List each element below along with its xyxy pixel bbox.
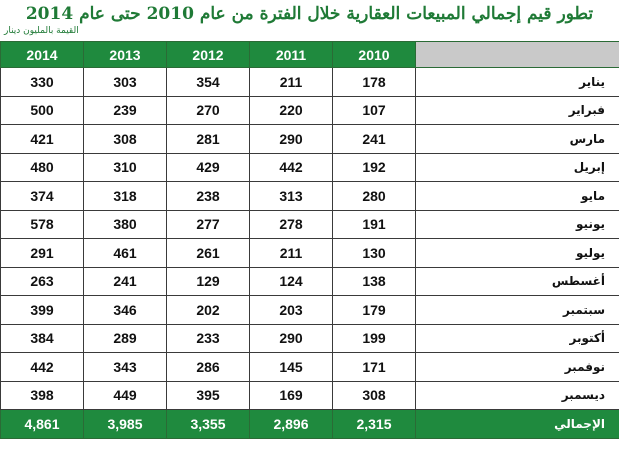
table-row bbox=[1, 381, 619, 410]
total-label: الإجمالي bbox=[416, 410, 619, 439]
month-label: سبتمبر bbox=[416, 296, 619, 325]
year-header: 2014 bbox=[1, 42, 84, 68]
value-cell: 171 bbox=[333, 353, 416, 382]
total-cell: 3,355 bbox=[167, 410, 250, 439]
value-cell: 500 bbox=[1, 96, 84, 125]
value-cell: 421 bbox=[1, 125, 84, 154]
value-cell: 203 bbox=[250, 296, 333, 325]
total-cell: 2,315 bbox=[333, 410, 416, 439]
value-cell: 211 bbox=[250, 239, 333, 268]
value-cell: 220 bbox=[250, 96, 333, 125]
value-cell: 313 bbox=[250, 182, 333, 211]
value-cell: 308 bbox=[84, 125, 167, 154]
value-cell: 179 bbox=[333, 296, 416, 325]
value-cell: 286 bbox=[167, 353, 250, 382]
value-cell: 238 bbox=[167, 182, 250, 211]
value-cell: 233 bbox=[167, 324, 250, 353]
table-row bbox=[1, 96, 619, 125]
value-cell: 395 bbox=[167, 381, 250, 410]
value-cell: 480 bbox=[1, 153, 84, 182]
value-cell: 178 bbox=[333, 68, 416, 97]
value-cell: 138 bbox=[333, 267, 416, 296]
value-cell: 442 bbox=[250, 153, 333, 182]
total-cell: 2,896 bbox=[250, 410, 333, 439]
value-cell: 346 bbox=[84, 296, 167, 325]
table-row bbox=[1, 324, 619, 353]
value-cell: 239 bbox=[84, 96, 167, 125]
value-cell: 241 bbox=[333, 125, 416, 154]
value-cell: 261 bbox=[167, 239, 250, 268]
value-cell: 343 bbox=[84, 353, 167, 382]
value-cell: 129 bbox=[167, 267, 250, 296]
value-cell: 449 bbox=[84, 381, 167, 410]
value-cell: 303 bbox=[84, 68, 167, 97]
month-label: أكتوبر bbox=[416, 324, 619, 353]
value-cell: 290 bbox=[250, 324, 333, 353]
month-label: فبراير bbox=[416, 96, 619, 125]
month-label: نوفمبر bbox=[416, 353, 619, 382]
value-cell: 270 bbox=[167, 96, 250, 125]
value-cell: 277 bbox=[167, 210, 250, 239]
page-title: تطور قيم إجمالي المبيعات العقارية خلال الفترة من عام 2010 حتى عام 2014 bbox=[25, 4, 594, 24]
total-row bbox=[1, 410, 619, 439]
value-cell: 192 bbox=[333, 153, 416, 182]
table-body bbox=[1, 68, 619, 410]
total-cell: 3,985 bbox=[84, 410, 167, 439]
sales-table bbox=[0, 41, 619, 439]
total-cell: 4,861 bbox=[1, 410, 84, 439]
value-cell: 202 bbox=[167, 296, 250, 325]
month-label: يونيو bbox=[416, 210, 619, 239]
value-cell: 169 bbox=[250, 381, 333, 410]
value-cell: 384 bbox=[1, 324, 84, 353]
value-cell: 290 bbox=[250, 125, 333, 154]
month-label: مارس bbox=[416, 125, 619, 154]
value-cell: 308 bbox=[333, 381, 416, 410]
value-cell: 124 bbox=[250, 267, 333, 296]
unit-note: القيمة بالمليون دينار bbox=[4, 26, 79, 36]
value-cell: 130 bbox=[333, 239, 416, 268]
value-cell: 374 bbox=[1, 182, 84, 211]
table-row bbox=[1, 210, 619, 239]
month-label: يناير bbox=[416, 68, 619, 97]
value-cell: 578 bbox=[1, 210, 84, 239]
table-row bbox=[1, 267, 619, 296]
value-cell: 107 bbox=[333, 96, 416, 125]
value-cell: 199 bbox=[333, 324, 416, 353]
value-cell: 398 bbox=[1, 381, 84, 410]
month-column-header bbox=[416, 42, 619, 68]
value-cell: 399 bbox=[1, 296, 84, 325]
year-header: 2010 bbox=[333, 42, 416, 68]
table-row bbox=[1, 125, 619, 154]
table-row bbox=[1, 353, 619, 382]
value-cell: 278 bbox=[250, 210, 333, 239]
table-row bbox=[1, 239, 619, 268]
month-label: أغسطس bbox=[416, 267, 619, 296]
year-header: 2011 bbox=[250, 42, 333, 68]
value-cell: 291 bbox=[1, 239, 84, 268]
value-cell: 191 bbox=[333, 210, 416, 239]
year-header: 2013 bbox=[84, 42, 167, 68]
value-cell: 442 bbox=[1, 353, 84, 382]
value-cell: 354 bbox=[167, 68, 250, 97]
table-row bbox=[1, 68, 619, 97]
value-cell: 380 bbox=[84, 210, 167, 239]
value-cell: 211 bbox=[250, 68, 333, 97]
table-row bbox=[1, 153, 619, 182]
month-label: يوليو bbox=[416, 239, 619, 268]
value-cell: 263 bbox=[1, 267, 84, 296]
month-label: ديسمبر bbox=[416, 381, 619, 410]
value-cell: 330 bbox=[1, 68, 84, 97]
header-row bbox=[1, 42, 619, 68]
value-cell: 281 bbox=[167, 125, 250, 154]
month-label: مايو bbox=[416, 182, 619, 211]
value-cell: 318 bbox=[84, 182, 167, 211]
value-cell: 241 bbox=[84, 267, 167, 296]
value-cell: 280 bbox=[333, 182, 416, 211]
value-cell: 429 bbox=[167, 153, 250, 182]
year-header: 2012 bbox=[167, 42, 250, 68]
table-row bbox=[1, 182, 619, 211]
value-cell: 145 bbox=[250, 353, 333, 382]
value-cell: 289 bbox=[84, 324, 167, 353]
value-cell: 461 bbox=[84, 239, 167, 268]
table-row bbox=[1, 296, 619, 325]
value-cell: 310 bbox=[84, 153, 167, 182]
month-label: إبريل bbox=[416, 153, 619, 182]
